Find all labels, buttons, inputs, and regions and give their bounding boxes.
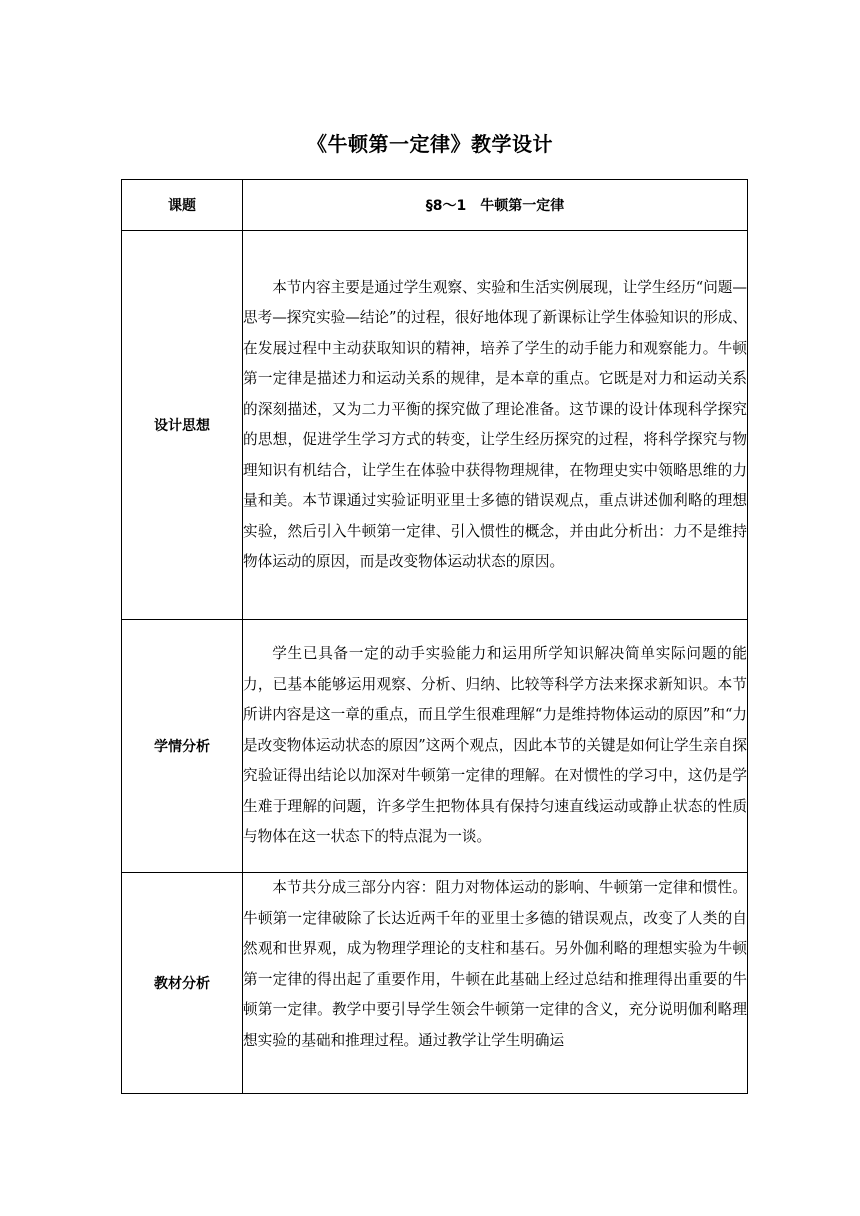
student-analysis-label: 学情分析 <box>122 620 243 873</box>
student-analysis-text: 学生已具备一定的动手实验能力和运用所学知识解决简单实际问题的能力，已基本能够运用观察、分析、归纳、比较等科学方法来探求新知识。本节所讲内容是这一章的重点，而且学生很难理解“力是维持物体运动的原因”和“力是改变物体运动状态的原因”这两个观点，因此本节的关键是如何让学生亲自探究验证得出结论以加深对牛顿第一定律的理解。在对惯性的学习中，这仍是学生难于理解的问题，许多学生把物体具有保持匀速直线运动或静止状态的性质与物体在这一状态下的特点混为一谈。 <box>243 620 748 873</box>
document-title: 《牛顿第一定律》教学设计 <box>307 132 553 156</box>
material-analysis-text: 本节共分成三部分内容：阻力对物体运动的影响、牛顿第一定律和惯性。牛顿第一定律破除了长达近两千年的亚里士多德的错误观点，改变了人类的自然观和世界观，成为物理学理论的支柱和基石。另外伽利略的理想实验为牛顿第一定律的得出起了重要作用，牛顿在此基础上经过总结和推理得出重要的牛顿第一定律。教学中要引导学生领会牛顿第一定律的含义，充分说明伽利略理想实验的基础和推理过程。通过教学让学生明确运 <box>243 873 748 1094</box>
material-analysis-label: 教材分析 <box>122 873 243 1094</box>
table-row <box>122 231 748 620</box>
topic-value: §8～1 牛顿第一定律 <box>243 180 748 231</box>
teaching-design-table <box>121 179 748 1094</box>
table-header-row <box>122 180 748 231</box>
design-idea-text: 本节内容主要是通过学生观察、实验和生活实例展现，让学生经历“问题—思考—探究实验—结论”的过程，很好地体现了新课标让学生体验知识的形成、在发展过程中主动获取知识的精神，培养了学生的动手能力和观察能力。牛顿第一定律是描述力和运动关系的规律，是本章的重点。它既是对力和运动关系的深刻描述，又为二力平衡的探究做了理论准备。这节课的设计体现科学探究的思想，促进学生学习方式的转变，让学生经历探究的过程，将科学探究与物理知识有机结合，让学生在体验中获得物理规律，在物理史实中领略思维的力量和美。本节课通过实验证明亚里士多德的错误观点，重点讲述伽利略的理想实验，然后引入牛顿第一定律、引入惯性的概念，并由此分析出：力不是维持物体运动的原因，而是改变物体运动状态的原因。 <box>243 231 748 620</box>
table-row <box>122 873 748 1094</box>
topic-label: 课题 <box>122 180 243 231</box>
design-idea-label: 设计思想 <box>122 231 243 620</box>
table-row <box>122 620 748 873</box>
